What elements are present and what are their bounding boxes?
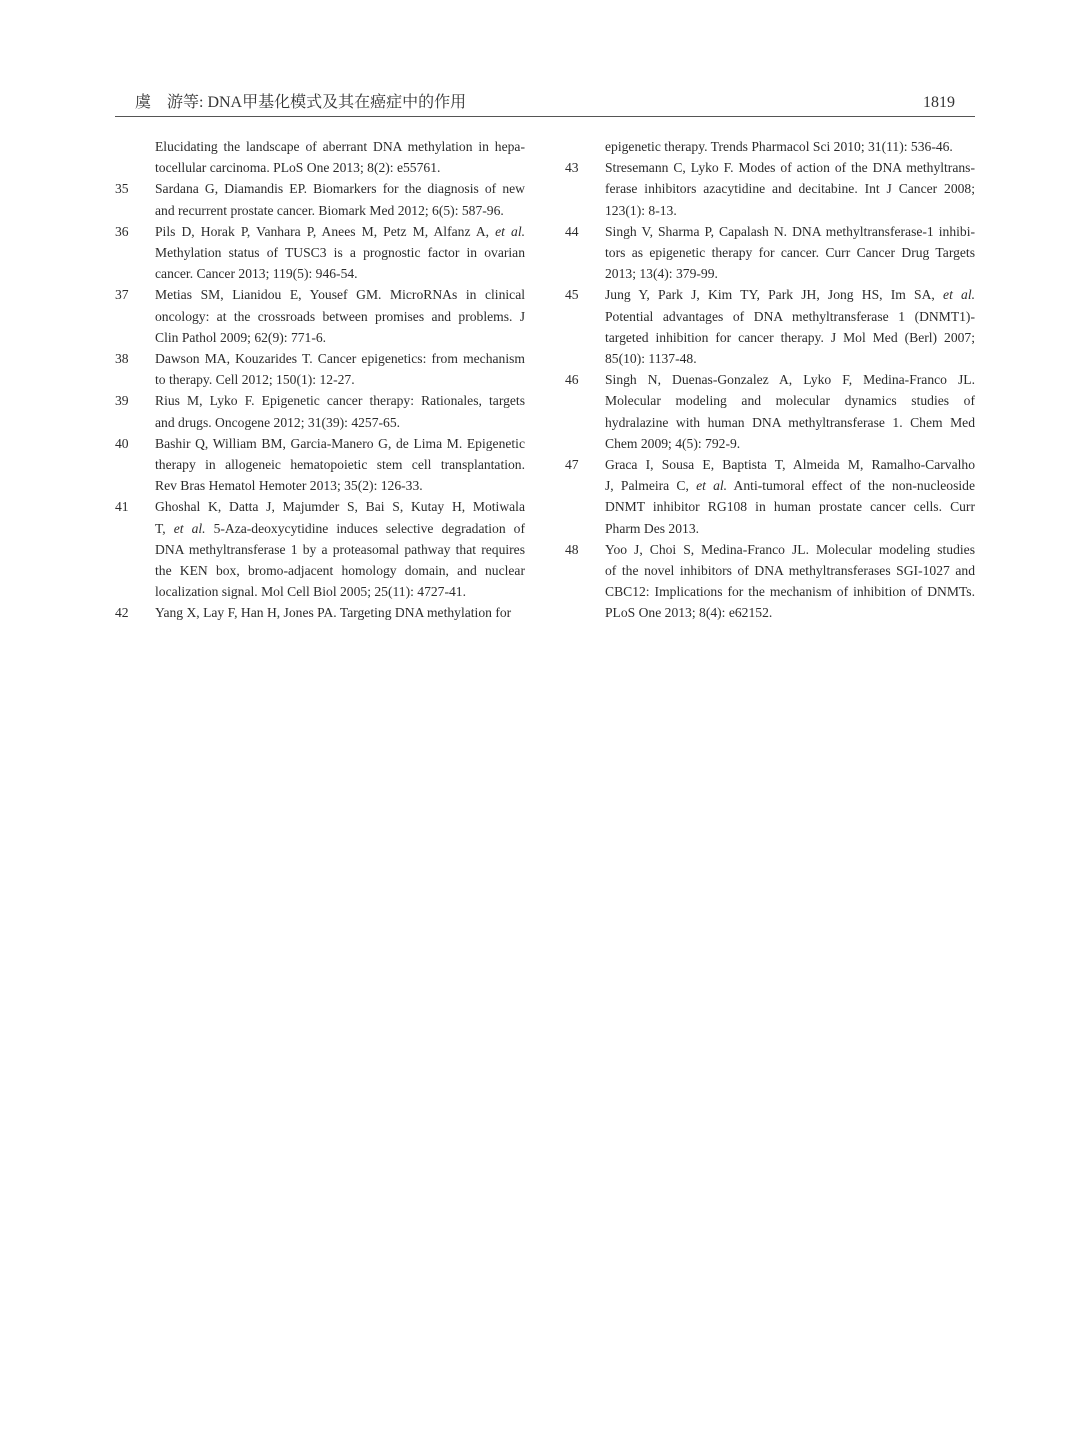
reference-line: [115, 390, 525, 411]
reference-line: [565, 539, 975, 560]
reference-number: 46: [565, 372, 579, 388]
reference-line: [115, 136, 525, 157]
reference-text: Pils D, Horak P, Vanhara P, Anees M, Petz M, Alfanz A, et al.: [155, 223, 525, 239]
reference-line: [115, 284, 525, 305]
reference-number: 36: [115, 223, 129, 239]
reference-line: [115, 306, 525, 327]
reference-text: Singh N, Duenas-Gonzalez A, Lyko F, Medina-Franco JL.: [605, 372, 975, 388]
reference-line: [565, 602, 975, 623]
reference-text: targeted inhibition for cancer therapy. J Mol Med (Berl) 2007;: [605, 329, 975, 345]
reference-text: 85(10): 1137-48.: [605, 351, 697, 367]
reference-number: 44: [565, 223, 579, 239]
reference-line: [115, 539, 525, 560]
reference-text: Sardana G, Diamandis EP. Biomarkers for the diagnosis of new: [155, 181, 525, 197]
reference-text: Graca I, Sousa E, Baptista T, Almeida M, Ramalho-Carvalho: [605, 457, 975, 473]
reference-text: Ghoshal K, Datta J, Majumder S, Bai S, Kutay H, Motiwala: [155, 499, 525, 515]
reference-line: [565, 475, 975, 496]
reference-text: DNA methyltransferase 1 by a proteasomal pathway that requires: [155, 541, 525, 557]
reference-line: [115, 178, 525, 199]
running-header: [115, 92, 975, 117]
reference-text: and recurrent prostate cancer. Biomark Med 2012; 6(5): 587-96.: [155, 202, 504, 218]
reference-line: [115, 412, 525, 433]
reference-line: [115, 221, 525, 242]
reference-number: 38: [115, 351, 129, 367]
reference-text: tors as epigenetic therapy for cancer. Curr Cancer Drug Targets: [605, 245, 975, 261]
reference-text: DNMT inhibitor RG108 in human prostate cancer cells. Curr: [605, 499, 975, 515]
references-right-column: [565, 136, 975, 624]
reference-text: Yang X, Lay F, Han H, Jones PA. Targeting DNA methylation for: [155, 605, 512, 621]
reference-text: Potential advantages of DNA methyltransferase 1 (DNMT1)-: [605, 308, 975, 324]
reference-line: [115, 369, 525, 390]
reference-line: [115, 560, 525, 581]
reference-line: [565, 433, 975, 454]
reference-line: [115, 200, 525, 221]
reference-text: 2013; 13(4): 379-99.: [605, 266, 718, 282]
reference-line: [565, 348, 975, 369]
reference-text: hydralazine with human DNA methyltransferase 1. Chem Med: [605, 414, 975, 430]
reference-text: Stresemann C, Lyko F. Modes of action of the DNA methyltrans-: [605, 160, 975, 176]
reference-line: [565, 306, 975, 327]
reference-text: to therapy. Cell 2012; 150(1): 12-27.: [155, 372, 355, 388]
reference-line: [565, 242, 975, 263]
reference-line: [565, 221, 975, 242]
reference-line: [565, 454, 975, 475]
reference-text: cancer. Cancer 2013; 119(5): 946-54.: [155, 266, 358, 282]
reference-line: [115, 348, 525, 369]
reference-text: Metias SM, Lianidou E, Yousef GM. MicroRNAs in clinical: [155, 287, 525, 303]
reference-text: PLoS One 2013; 8(4): e62152.: [605, 605, 773, 621]
reference-line: [115, 327, 525, 348]
reference-text: CBC12: Implications for the mechanism of inhibition of DNMTs.: [605, 584, 975, 600]
reference-line: [565, 200, 975, 221]
reference-text: Yoo J, Choi S, Medina-Franco JL. Molecular modeling studies: [605, 541, 975, 557]
reference-text: Dawson MA, Kouzarides T. Cancer epigenetics: from mechanism: [155, 351, 525, 367]
reference-line: [565, 157, 975, 178]
reference-text: Rev Bras Hematol Hemoter 2013; 35(2): 126-33.: [155, 478, 423, 494]
reference-text: J, Palmeira C, et al. Anti-tumoral effect of the non-nucleoside: [605, 478, 976, 494]
reference-line: [115, 518, 525, 539]
reference-line: [565, 390, 975, 411]
reference-line: [565, 369, 975, 390]
reference-text: Rius M, Lyko F. Epigenetic cancer therapy: Rationales, targets: [155, 393, 525, 409]
reference-text: T, et al. 5-Aza-deoxycytidine induces selective degradation of: [155, 520, 525, 536]
references-left-column: [115, 136, 525, 624]
reference-text: tocellular carcinoma. PLoS One 2013; 8(2): e55761.: [155, 160, 441, 176]
reference-text: of the novel inhibitors of DNA methyltransferases SGI-1027 and: [605, 563, 975, 579]
reference-line: [565, 263, 975, 284]
reference-line: [565, 560, 975, 581]
reference-line: [115, 602, 525, 623]
reference-text: localization signal. Mol Cell Biol 2005; 25(11): 4727-41.: [155, 584, 466, 600]
reference-text: Elucidating the landscape of aberrant DNA methylation in hepa-: [155, 139, 525, 154]
reference-number: 37: [115, 287, 129, 303]
reference-text: the KEN box, bromo-adjacent homology domain, and nuclear: [155, 563, 525, 579]
reference-line: [565, 412, 975, 433]
reference-number: 43: [565, 160, 579, 176]
reference-number: 41: [115, 499, 129, 515]
reference-line: [115, 454, 525, 475]
reference-line: [565, 284, 975, 305]
reference-line: [565, 518, 975, 539]
reference-line: [565, 496, 975, 517]
running-header-title: 虞 游等: DNA甲基化模式及其在癌症中的作用: [135, 94, 467, 111]
reference-text: Molecular modeling and molecular dynamics studies of: [605, 393, 975, 409]
reference-text: Jung Y, Park J, Kim TY, Park JH, Jong HS, Im SA, et al.: [605, 287, 976, 303]
reference-line: [565, 327, 975, 348]
reference-number: 45: [565, 287, 579, 303]
reference-number: 39: [115, 393, 129, 409]
reference-line: [565, 581, 975, 602]
reference-line: [115, 157, 525, 178]
reference-text: Pharm Des 2013.: [605, 520, 700, 536]
reference-line: [565, 178, 975, 199]
reference-text: Singh V, Sharma P, Capalash N. DNA methyltransferase-1 inhibi-: [605, 223, 975, 239]
reference-text: epigenetic therapy. Trends Pharmacol Sci 2010; 31(11): 536-46.: [605, 139, 953, 154]
reference-line: [115, 242, 525, 263]
reference-text: Methylation status of TUSC3 is a prognostic factor in ovarian: [155, 245, 525, 261]
reference-line: [115, 496, 525, 517]
reference-number: 40: [115, 435, 129, 451]
reference-number: 35: [115, 181, 129, 197]
reference-text: ferase inhibitors azacytidine and decitabine. Int J Cancer 2008;: [605, 181, 975, 197]
reference-text: oncology: at the crossroads between promises and problems. J: [155, 308, 525, 324]
reference-text: therapy in allogeneic hematopoietic stem cell transplantation.: [155, 457, 525, 473]
reference-number: 47: [565, 457, 579, 473]
reference-line: [115, 581, 525, 602]
reference-text: Clin Pathol 2009; 62(9): 771-6.: [155, 329, 327, 345]
reference-text: Bashir Q, William BM, Garcia-Manero G, de Lima M. Epigenetic: [155, 435, 525, 451]
reference-text: 123(1): 8-13.: [605, 202, 677, 218]
reference-line: [115, 263, 525, 284]
reference-line: [565, 136, 975, 157]
reference-text: Chem 2009; 4(5): 792-9.: [605, 435, 741, 451]
reference-line: [115, 475, 525, 496]
reference-line: [115, 433, 525, 454]
reference-number: 48: [565, 541, 579, 557]
page-number: 1819: [923, 94, 955, 111]
reference-text: and drugs. Oncogene 2012; 31(39): 4257-65.: [155, 414, 401, 430]
reference-number: 42: [115, 605, 129, 621]
